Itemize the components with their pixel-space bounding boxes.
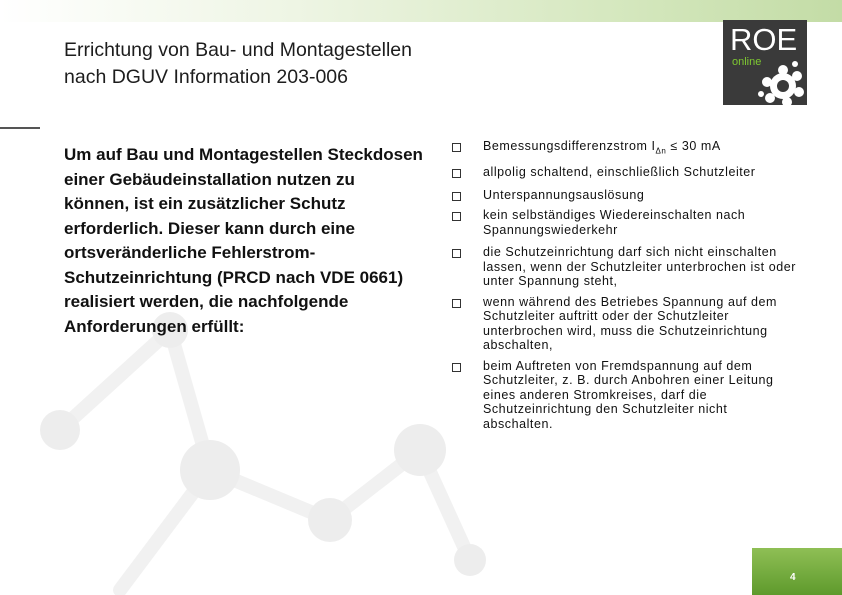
slide-title bbox=[64, 37, 684, 91]
req-7-text: beim Auftreten von Fremdspannung auf dem Schutzleiter, z. B. durch Anbohren einer Leitung eines anderen Stromkreises, darf die Schutzeinrichtung den Schutzleiter nicht abschalten. bbox=[483, 358, 774, 431]
req-6-text: wenn während des Betriebes Spannung auf dem Schutzleiter auftritt oder der Schutzleiter unterbrochen wird, muss die Schutzeinrichtung abschalten, bbox=[483, 294, 777, 352]
list-item bbox=[451, 208, 801, 237]
list-item bbox=[451, 165, 801, 180]
bullet-square-icon bbox=[452, 143, 461, 152]
req-1-prefix: Bemessungsdifferenzstrom I bbox=[483, 139, 656, 153]
req-3-text: Unterspannungsauslösung bbox=[483, 187, 645, 202]
bullet-square-icon bbox=[452, 212, 461, 221]
bullet-square-icon bbox=[452, 192, 461, 201]
list-item bbox=[451, 359, 801, 432]
corner-accent bbox=[752, 548, 842, 595]
page-number: 4 bbox=[790, 572, 796, 583]
logo-sub-text: online bbox=[732, 56, 762, 68]
bullet-square-icon bbox=[452, 363, 461, 372]
requirements-list bbox=[451, 139, 801, 431]
logo-main-text: ROE bbox=[730, 22, 798, 57]
intro-paragraph: Um auf Bau und Montagestellen Steckdosen einer Gebäudeinstallation nutzen zu können, ist ein zusätzlicher Schutz erforderlich. Dieser kann durch eine ortsveränderliche Fehlerstrom-Schutzeinrichtung (PRCD nach VDE 0661) realisiert werden, die nachfolgende Anforderungen erfüllt: bbox=[64, 145, 423, 336]
list-item bbox=[451, 139, 801, 159]
title-divider bbox=[0, 127, 40, 129]
gear-icon bbox=[753, 56, 807, 105]
bullet-square-icon bbox=[452, 169, 461, 178]
req-1-subscript: Δn bbox=[655, 146, 667, 156]
req-5-text: die Schutzeinrichtung darf sich nicht einschalten lassen, wenn der Schutzleiter unterbrochen ist oder unter Spannung steht, bbox=[483, 245, 796, 288]
list-item bbox=[451, 245, 801, 289]
list-item bbox=[451, 295, 801, 353]
title-line-2: nach DGUV Information 203-006 bbox=[64, 66, 348, 88]
bullet-square-icon bbox=[452, 299, 461, 308]
bullet-square-icon bbox=[452, 249, 461, 258]
roe-online-logo bbox=[723, 20, 807, 105]
title-line-1: Errichtung von Bau- und Montagestellen bbox=[64, 39, 412, 61]
req-2-text: allpolig schaltend, einschließlich Schutzleiter bbox=[483, 165, 756, 179]
req-4-text: kein selbständiges Wiedereinschalten nach Spannungswiederkehr bbox=[483, 208, 746, 237]
req-1-suffix: ≤ 30 mA bbox=[666, 139, 721, 153]
list-item bbox=[451, 188, 801, 203]
